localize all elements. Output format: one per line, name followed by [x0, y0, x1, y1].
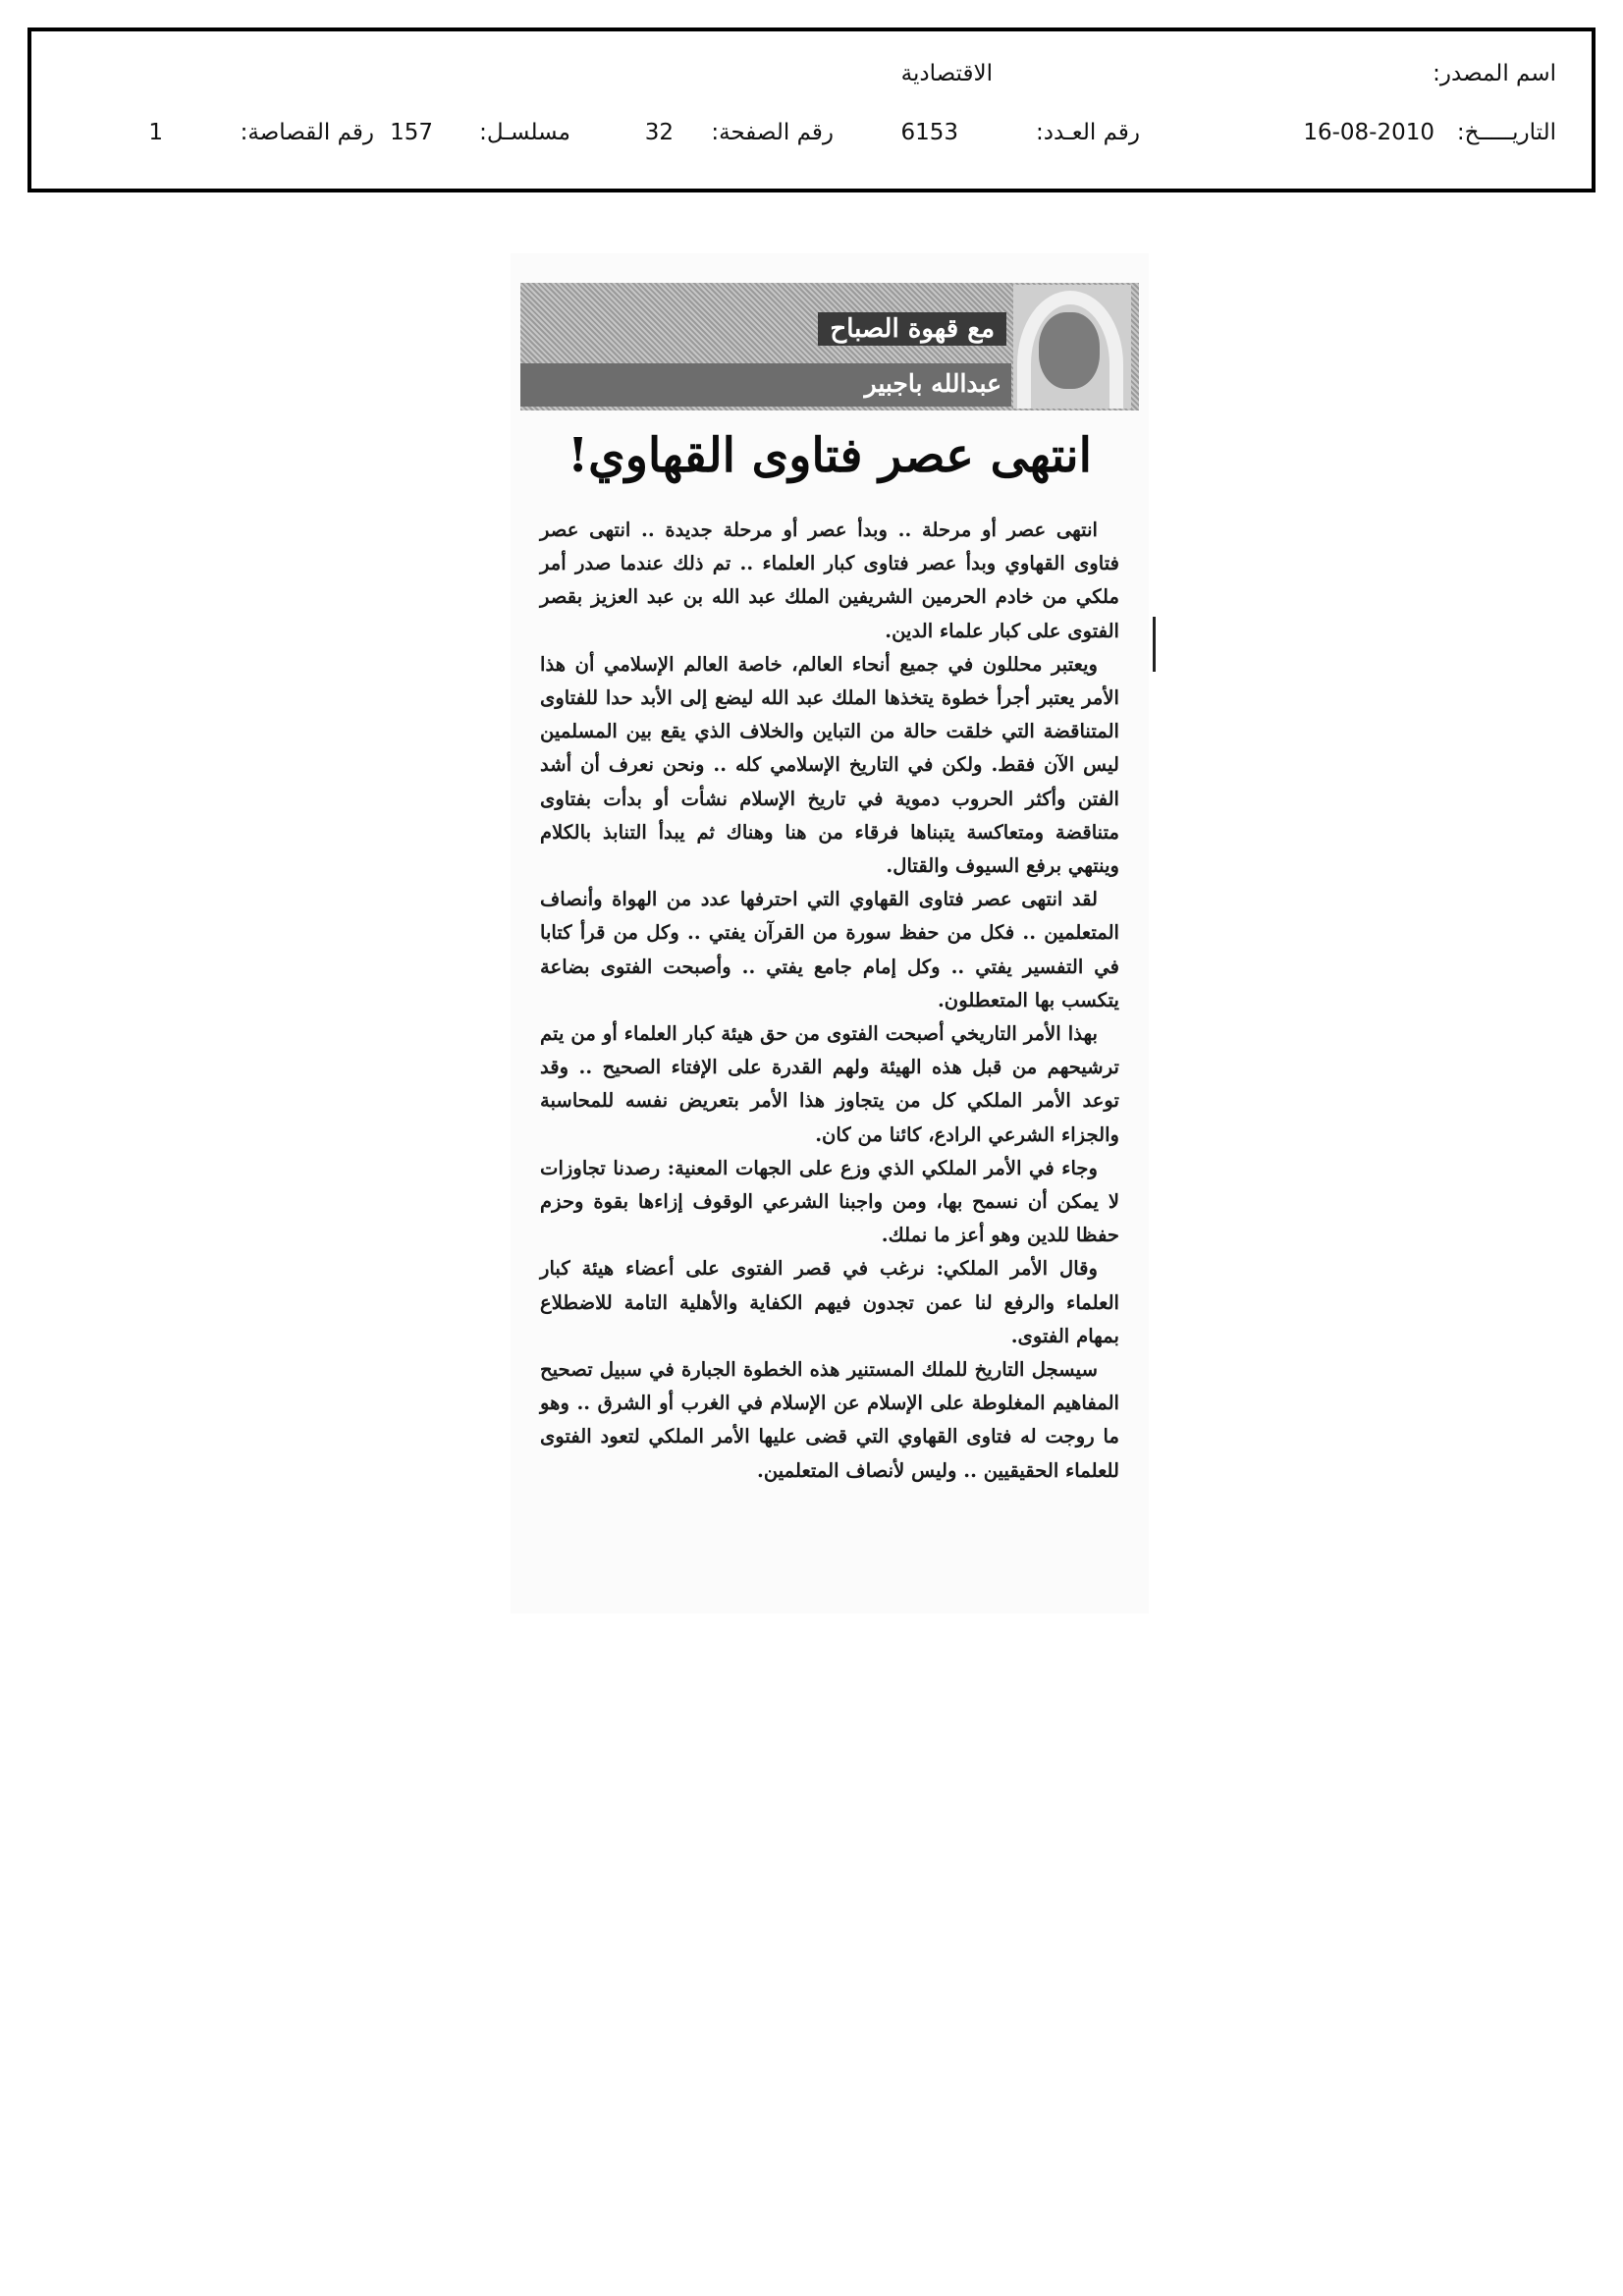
issue-value: 6153 [900, 120, 958, 145]
source-value: الاقتصادية [900, 61, 993, 86]
author-photo [1013, 285, 1131, 409]
column-name: مع قهوة الصباح [818, 312, 1006, 346]
author-name: عبدالله باجبير [864, 369, 1001, 398]
source-label: اسم المصدر: [1433, 61, 1556, 86]
column-header-banner [520, 283, 1139, 410]
article-paragraph: سيسجل التاريخ للملك المستنير هذه الخطوة الجبارة في سبيل تصحيح المفاهيم المغلوطة على الإسلام عن الإسلام في الغرب أو الشرق .. وهو ما روجت له فتاوى القهاوي التي قضى عليها الأمر الملكي لتعود الفتوى للعلماء الحقيقيين .. وليس لأنصاف المتعلمين. [540, 1358, 1119, 1482]
article-paragraph: وقال الأمر الملكي: نرغب في قصر الفتوى على أعضاء هيئة كبار العلماء والرفع لنا عمن تجدون فيهم الكفاية والأهلية التامة للاضطلاع بمهام الفتوى. [540, 1257, 1119, 1347]
article-paragraph: لقد انتهى عصر فتاوى القهاوي التي احترفها عدد من الهواة وأنصاف المتعلمين .. فكل من حفظ سورة من القرآن يفتي .. وكل من قرأ كتابا في التفسير يفتي .. وكل إمام جامع يفتي .. وأصبحت الفتوى بضاعة يتكسب بها المتعطلون. [540, 888, 1119, 1011]
article-paragraph: وجاء في الأمر الملكي الذي وزع على الجهات المعنية: رصدنا تجاوزات لا يمكن أن نسمح بها، ومن واجبنا الشرعي الوقوف إزاءها بقوة وحزم حفظا للدين وهو أعز ما نملك. [540, 1156, 1119, 1247]
page-label: رقم الصفحة: [711, 120, 834, 145]
article-paragraph: ويعتبر محللون في جميع أنحاء العالم، خاصة العالم الإسلامي أن هذا الأمر يعتبر أجرأ خطوة يتخذها الملك عبد الله ليضع إلى الأبد حدا للفتاوى المتناقضة التي خلقت حالة من التباين والخلاف الذي يقع بين المسلمين ليس الآن فقط. ولكن في التاريخ الإسلامي كله .. ونحن نعرف أن أشد الفتن وأكثر الحروب دموية في تاريخ الإسلام نشأت أو بدأت بفتاوى متناقضة ومتعاكسة يتبناها فرقاء من هنا وهناك ثم يبدأ التنابذ بالكلام وينتهي برفع السيوف والقتال. [540, 652, 1119, 878]
article-paragraph: انتهى عصر أو مرحلة .. وبدأ عصر أو مرحلة جديدة .. انتهى عصر فتاوى القهاوي وبدأ عصر فتاوى كبار العلماء .. تم ذلك عندما صدر أمر ملكي من خادم الحرمين الشريفين الملك عبد الله بن عبد العزيز بقصر الفتوى على كبار علماء الدين. [540, 519, 1119, 642]
clip-number-value: 1 [148, 120, 163, 145]
article-title: انتهى عصر فتاوى القهاوي! [568, 428, 1092, 483]
page-value: 32 [644, 120, 674, 145]
serial-value: 157 [390, 120, 433, 145]
clip-number-label: رقم القصاصة: [240, 120, 374, 145]
metadata-header-box [27, 27, 1596, 192]
date-label: التاريـــــخ: [1456, 120, 1556, 145]
face-shape [1039, 312, 1100, 389]
article-body [540, 514, 1119, 1488]
serial-label: مسلسـل: [479, 120, 570, 145]
issue-label: رقم العـدد: [1035, 120, 1140, 145]
author-band [520, 363, 1011, 407]
margin-mark [1153, 617, 1156, 672]
newspaper-clipping [511, 253, 1149, 1613]
article-paragraph: بهذا الأمر التاريخي أصبحت الفتوى من حق هيئة كبار العلماء أو من يتم ترشيحهم من قبل هذه الهيئة ولهم القدرة على الإفتاء الصحيح .. وقد توعد الأمر الملكي كل من يتجاوز هذا الأمر بتعريض نفسه للمحاسبة والجزاء الشرعي الرادع، كائنا من كان. [540, 1022, 1119, 1146]
date-value: 16-08-2010 [1303, 120, 1434, 145]
